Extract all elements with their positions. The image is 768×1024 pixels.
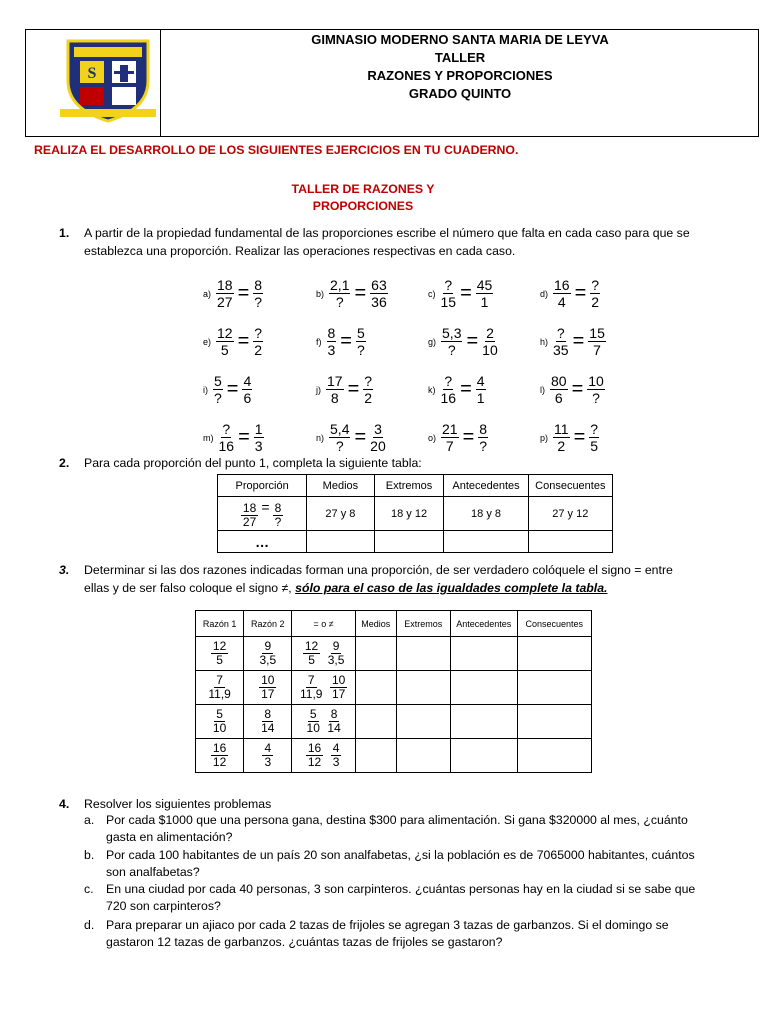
equals-sign: =: [572, 330, 585, 352]
q3-number: 3.: [59, 563, 70, 577]
fraction-left: $\frac{5}{?}$: [214, 373, 222, 406]
table2-header-extremos: Extremos: [396, 611, 450, 637]
problem-line-1: Por cada 100 habitantes de un país 20 son analfabetas, ¿si la población es de 7065000 habitantes, cuántos: [106, 848, 695, 862]
fraction-right: $\frac{1}{3}$: [254, 421, 263, 454]
proportion-exercise: [540, 374, 605, 405]
fraction: $\frac{16}{12}$: [307, 741, 322, 769]
fraction-left: $\frac{21}{7}$: [442, 421, 458, 454]
table-cell: [374, 531, 444, 553]
equals-sign: =: [460, 378, 472, 400]
comparison-cell: [292, 739, 356, 773]
fraction-right: $\frac{8}{?}$: [254, 277, 263, 310]
grade-label: GRADO QUINTO: [408, 86, 512, 101]
exercise-label: l): [540, 384, 545, 395]
fraction-left: $\frac{?}{16}$: [218, 421, 235, 454]
proportion-exercise: [316, 278, 388, 309]
razon-2-cell: [244, 705, 292, 739]
exercise-label: k): [428, 384, 436, 395]
proportion-exercise: [203, 422, 264, 453]
q3-text: [84, 561, 754, 597]
q3-text-plain: ellas y de ser falso coloque el signo ≠,: [84, 581, 296, 595]
header-title-block: [161, 31, 759, 103]
table-cell: [517, 739, 591, 773]
table1-header-medios: Medios: [307, 475, 374, 497]
problem-line-1: En una ciudad por cada 40 personas, 3 son carpinteros. ¿cuántas personas hay en la ciudad si se sabe que: [106, 882, 696, 896]
equals-sign: =: [460, 282, 472, 304]
table2-header-consecuentes: Consecuentes: [517, 611, 591, 637]
fraction-right: $\frac{?}{2}$: [254, 325, 263, 358]
razon-1-cell: [196, 705, 244, 739]
exercise-label: j): [316, 384, 321, 395]
equals-sign: =: [261, 498, 270, 515]
fraction-right: $\frac{15}{7}$: [589, 325, 605, 358]
exercise-label: o): [428, 432, 437, 443]
table-cell: [307, 531, 374, 553]
fraction: $\frac{7}{11,9}$: [208, 673, 231, 701]
equals-sign: =: [354, 426, 367, 448]
table-cell: [517, 637, 591, 671]
table-cell: [517, 671, 591, 705]
fraction-left: $\frac{8}{3}$: [327, 325, 336, 358]
table-cell: [396, 739, 450, 773]
fraction-right: $\frac{45}{1}$: [476, 277, 493, 310]
doc-type: TALLER: [434, 50, 486, 65]
razon-1-cell: [196, 671, 244, 705]
proportion-exercise: [203, 326, 263, 357]
table-cell: [355, 637, 396, 671]
comparison-cell: [292, 637, 356, 671]
fraction-left: $\frac{12}{5}$: [217, 325, 233, 358]
fraction-left: $\frac{17}{8}$: [327, 373, 343, 406]
school-crest-logo: [60, 37, 156, 123]
problem-text: [106, 812, 756, 846]
exercise-label: d): [540, 288, 549, 299]
instruction-line: REALIZA EL DESARROLLO DE LOS SIGUIENTES EJERCICIOS EN TU CUADERNO.: [34, 143, 519, 157]
comparison-cell: [292, 705, 356, 739]
problem-line-1: Por cada $1000 que una persona gana, destina $300 para alimentación. Si gana $320000 al mes, ¿cuánto: [106, 813, 688, 827]
fraction-right: $\frac{?}{2}$: [591, 277, 600, 310]
fraction-left: $\frac{5,3}{?}$: [442, 325, 462, 358]
table1-antecedentes-value: 18 y 8: [444, 497, 528, 531]
table1-header-extremos: Extremos: [374, 475, 444, 497]
problem-line-1: Para preparar un ajiaco por cada 2 tazas de frijoles se agregan 3 tazas de garbanzos. Si el domingo se: [106, 918, 669, 932]
fraction: $\frac{5}{10}$: [212, 707, 227, 735]
topic-title: RAZONES Y PROPORCIONES: [367, 68, 553, 83]
exercise-label: i): [203, 384, 208, 395]
equals-sign: =: [466, 330, 479, 352]
fraction-left: $\frac{?}{15}$: [440, 277, 457, 310]
q1-number: 1.: [59, 226, 70, 240]
subtitle: [268, 181, 458, 215]
exercise-label: n): [316, 432, 325, 443]
fraction-right: $\frac{?}{2}$: [364, 373, 373, 406]
table1-consecuentes-value: 27 y 12: [528, 497, 612, 531]
proportion-exercise: [428, 326, 498, 357]
fraction: $\frac{9}{3,5}$: [327, 639, 345, 667]
proportion-exercise: [540, 278, 600, 309]
table-cell: [517, 705, 591, 739]
exercise-label: g): [428, 336, 437, 347]
table-cell: [355, 671, 396, 705]
equals-sign: =: [574, 282, 587, 304]
fraction-right: $\frac{4}{6}$: [243, 373, 252, 406]
fraction: $\frac{8}{14}$: [261, 707, 275, 735]
table-cell: [450, 739, 517, 773]
equals-sign: =: [238, 426, 250, 448]
table2-header-antecedentes: Antecedentes: [450, 611, 517, 637]
problem-text: [106, 917, 756, 951]
fraction-right: $\frac{3}{20}$: [370, 421, 386, 454]
fraction: $\frac{18}{27}$: [242, 500, 257, 529]
svg-text:S: S: [87, 65, 97, 82]
table-row: [196, 705, 592, 739]
table-row: [196, 637, 592, 671]
proportion-exercise: [203, 374, 252, 405]
equals-sign: =: [340, 330, 352, 352]
equals-sign: =: [571, 378, 584, 400]
proportion-exercise: [316, 374, 373, 405]
exercise-label: b): [316, 288, 325, 299]
table2-body: [196, 637, 592, 773]
problem-label: b.: [84, 848, 95, 862]
fraction-right: $\frac{?}{5}$: [590, 421, 599, 454]
proportion-exercise: [540, 326, 606, 357]
table2-header-razon1: Razón 1: [196, 611, 244, 637]
proportion-exercise: [316, 326, 366, 357]
exercise-label: f): [316, 336, 322, 347]
fraction-right: $\frac{63}{36}$: [371, 277, 387, 310]
razon-1-cell: [196, 739, 244, 773]
equals-sign: =: [347, 378, 360, 400]
fraction: $\frac{12}{5}$: [304, 639, 319, 667]
problem-label: d.: [84, 918, 95, 932]
subtitle-line-2: PROPORCIONES: [312, 199, 414, 213]
table2-header-sign: = o ≠: [292, 611, 356, 637]
q1-text: [84, 224, 754, 260]
problem-label: c.: [84, 882, 94, 896]
fraction: $\frac{10}{17}$: [331, 673, 346, 701]
fraction: $\frac{8}{14}$: [327, 707, 341, 735]
equals-sign: =: [354, 282, 367, 304]
problem-label: a.: [84, 813, 95, 827]
razon-2-cell: [244, 739, 292, 773]
table1-medios-value: 27 y 8: [307, 497, 374, 531]
exercise-label: a): [203, 288, 212, 299]
table-row: [196, 671, 592, 705]
q3-text-line-2: [84, 579, 754, 597]
fraction: $\frac{12}{5}$: [212, 639, 227, 667]
razon-2-cell: [244, 637, 292, 671]
fraction-right: $\frac{5}{?}$: [356, 325, 365, 358]
q4-number: 4.: [59, 797, 70, 811]
equals-sign: =: [226, 378, 239, 400]
problem-line-2: gasta en alimentación?: [106, 830, 233, 844]
table1-header-antecedentes: Antecedentes: [444, 475, 528, 497]
exercise-label: m): [203, 432, 214, 443]
fraction-left: $\frac{2,1}{?}$: [330, 277, 350, 310]
table2-header-row: [196, 611, 592, 637]
problem-line-2: 720 son carpinteros?: [106, 899, 221, 913]
school-name: GIMNASIO MODERNO SANTA MARIA DE LEYVA: [311, 32, 609, 47]
table1-ellipsis: …: [218, 531, 307, 553]
exercise-label: p): [540, 432, 549, 443]
fraction-right: $\frac{8}{?}$: [479, 421, 488, 454]
table-cell: [396, 637, 450, 671]
exercise-label: c): [428, 288, 436, 299]
fraction-left: $\frac{80}{6}$: [551, 373, 567, 406]
table1-extremos-value: 18 y 12: [374, 497, 444, 531]
proportion-parts-table: [217, 474, 613, 553]
q3-text-line-1: Determinar si las dos razones indicadas forman una proporción, de ser verdadero colóquele el signo = entre: [84, 563, 673, 577]
table-cell: [450, 671, 517, 705]
fraction-left: $\frac{16}{4}$: [554, 277, 570, 310]
table-cell: [450, 637, 517, 671]
q2-number: 2.: [59, 456, 70, 470]
proportion-exercise: [203, 278, 263, 309]
equals-sign: =: [573, 426, 586, 448]
table2-header-medios: Medios: [355, 611, 396, 637]
q1-text-line-2: establezca una proporción. Realizar las operaciones respectivas en cada caso.: [84, 244, 516, 258]
problem-line-2: gastaron 12 tazas de garbanzos. ¿cuántas tazas de frijoles se gastaron?: [106, 935, 503, 949]
table-row: [218, 497, 613, 531]
fraction: $\frac{4}{3}$: [332, 741, 340, 769]
q4-text: Resolver los siguientes problemas: [84, 797, 272, 811]
table-cell: [444, 531, 528, 553]
fraction-right: $\frac{4}{1}$: [476, 373, 485, 406]
problem-text: [106, 881, 756, 915]
table-cell: [450, 705, 517, 739]
table-cell: [355, 705, 396, 739]
q3-text-emphasis: sólo para el caso de las igualdades complete la tabla.: [295, 581, 608, 595]
fraction: $\frac{9}{3,5}$: [259, 639, 277, 667]
table-row: [196, 739, 592, 773]
equals-sign: =: [237, 282, 250, 304]
fraction-left: $\frac{?}{35}$: [553, 325, 569, 358]
fraction-left: $\frac{?}{16}$: [440, 373, 457, 406]
fraction-left: $\frac{5,4}{?}$: [330, 421, 350, 454]
proportion-exercise: [428, 278, 493, 309]
proportion-exercise: [428, 422, 488, 453]
razon-1-cell: [196, 637, 244, 671]
table-cell: [528, 531, 612, 553]
fraction: $\frac{7}{11,9}$: [299, 673, 323, 701]
table1-header-proporcion: Proporción: [218, 475, 307, 497]
q2-text: Para cada proporción del punto 1, completa la siguiente tabla:: [84, 456, 422, 470]
razon-2-cell: [244, 671, 292, 705]
table2-header-razon2: Razón 2: [244, 611, 292, 637]
fraction: $\frac{5}{10}$: [306, 707, 320, 735]
table1-header-row: [218, 475, 613, 497]
fraction: $\frac{4}{3}$: [264, 741, 272, 769]
fraction-right: $\frac{10}{?}$: [588, 373, 604, 406]
proportion-exercise: [428, 374, 486, 405]
problem-text: [106, 847, 756, 881]
fraction: $\frac{10}{17}$: [261, 673, 275, 701]
table-cell: [355, 739, 396, 773]
table-cell: [396, 671, 450, 705]
table-cell: [396, 705, 450, 739]
problem-line-2: son analfabetas?: [106, 865, 200, 879]
exercise-label: e): [203, 336, 212, 347]
fraction: 8 ?: [274, 500, 282, 529]
table1-example-proportion: [218, 497, 307, 531]
equals-sign: =: [237, 330, 250, 352]
fraction-left: $\frac{18}{27}$: [217, 277, 233, 310]
table-row: [218, 531, 613, 553]
q1-text-line-1: A partir de la propiedad fundamental de las proporciones escribe el número que falta en cada caso para que se: [84, 226, 690, 240]
equals-sign: =: [462, 426, 475, 448]
subtitle-line-1: TALLER DE RAZONES Y: [291, 182, 435, 196]
fraction-right: $\frac{2}{10}$: [482, 325, 498, 358]
fraction: $\frac{16}{12}$: [212, 741, 227, 769]
table1-header-consecuentes: Consecuentes: [528, 475, 612, 497]
comparison-cell: [292, 671, 356, 705]
proportion-exercise: [540, 422, 599, 453]
fraction-left: $\frac{11}{2}$: [554, 421, 569, 454]
proportion-exercise: [316, 422, 386, 453]
ratio-comparison-table: [195, 610, 592, 773]
exercise-label: h): [540, 336, 549, 347]
